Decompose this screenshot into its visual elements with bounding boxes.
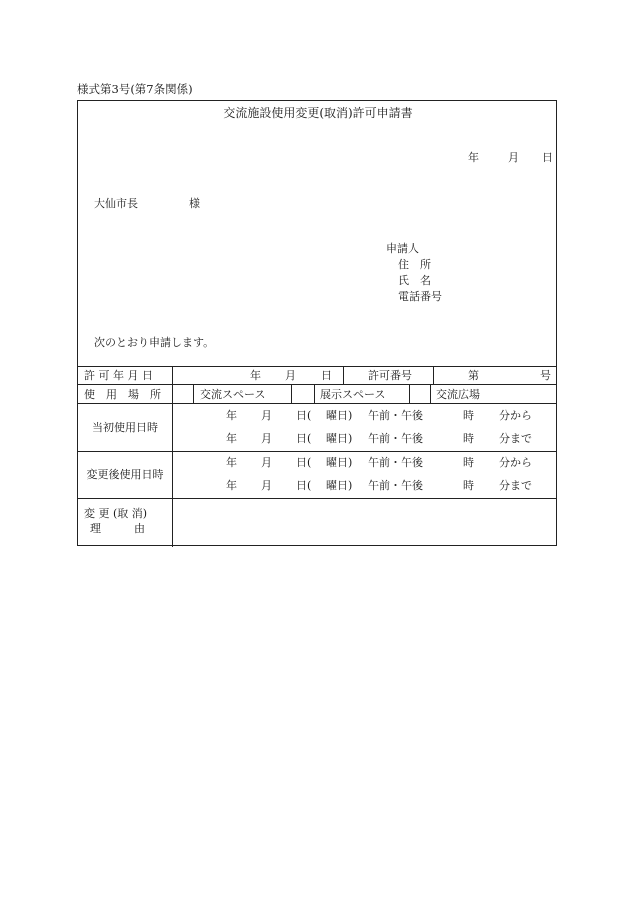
applicant-name-label: 氏 名 [398,274,431,287]
place-option: 展示スペース [320,388,386,401]
applicant-phone-label: 電話番号 [398,290,442,303]
dt-day: 日( [296,479,312,492]
dt-weekday: 曜日) [326,456,353,469]
table-rule [409,384,410,403]
permit-date-day: 日 [321,369,332,382]
table-rule [343,366,344,384]
reason-label: 変 更 (取 消) [84,507,148,520]
dt-ampm: 午前・午後 [368,409,423,422]
dt-month: 月 [261,456,272,469]
dt-from: 分から [499,456,532,469]
permit-date-year: 年 [250,369,261,382]
initial-datetime-label: 当初使用日時 [92,421,158,434]
dt-weekday: 曜日) [326,479,353,492]
dt-month: 月 [261,432,272,445]
form-title: 交流施設使用変更(取消)許可申請書 [223,106,413,120]
dt-hour: 時 [463,409,474,422]
table-rule [291,384,292,403]
reason-label-2: 理 由 [90,522,145,535]
dt-weekday: 曜日) [326,432,353,445]
changed-datetime-label: 変更後使用日時 [86,468,164,481]
label-column-rule [172,366,173,547]
date-month-label: 月 [508,151,519,164]
dt-day: 日( [296,456,312,469]
dt-day: 日( [296,432,312,445]
dt-until: 分まで [499,432,532,445]
dt-ampm: 午前・午後 [368,479,423,492]
dt-ampm: 午前・午後 [368,456,423,469]
date-day-label: 日 [542,151,553,164]
dt-hour: 時 [463,479,474,492]
permit-number-suffix: 号 [540,369,551,382]
permit-date-label: 許 可 年 月 日 [84,369,153,382]
addressee-name: 大仙市長 [94,197,138,210]
dt-month: 月 [261,479,272,492]
usage-place-label: 使 用 場 所 [84,388,161,401]
place-option: 交流広場 [436,388,480,401]
dt-ampm: 午前・午後 [368,432,423,445]
dt-year: 年 [226,456,237,469]
dt-year: 年 [226,432,237,445]
applicant-heading: 申請人 [386,242,419,255]
dt-hour: 時 [463,456,474,469]
table-rule [193,384,194,403]
table-rule [433,366,434,384]
table-rule [78,384,556,385]
permit-number-prefix: 第 [468,369,479,382]
date-year-label: 年 [468,151,479,164]
dt-until: 分まで [499,479,532,492]
table-rule [78,451,556,452]
application-form [77,100,557,546]
dt-month: 月 [261,409,272,422]
form-label: 様式第3号(第7条関係) [77,82,193,96]
place-option: 交流スペース [200,388,266,401]
table-rule [430,384,431,403]
dt-day: 日( [296,409,312,422]
table-rule [78,403,556,404]
permit-number-label: 許可番号 [368,369,412,382]
dt-year: 年 [226,479,237,492]
addressee-honorific: 様 [189,197,200,210]
dt-year: 年 [226,409,237,422]
dt-from: 分から [499,409,532,422]
table-rule [78,498,556,499]
dt-weekday: 曜日) [326,409,353,422]
table-rule [78,366,556,367]
applicant-address-label: 住 所 [398,258,431,271]
permit-date-month: 月 [285,369,296,382]
dt-hour: 時 [463,432,474,445]
table-rule [314,384,315,403]
application-statement: 次のとおり申請します。 [94,336,215,349]
